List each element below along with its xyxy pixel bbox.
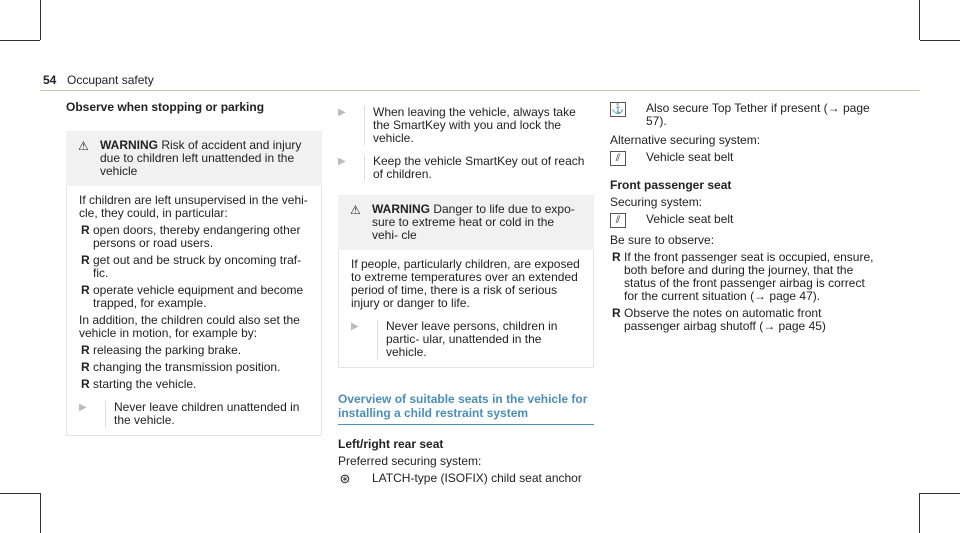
warning-body	[66, 186, 322, 436]
crop-mark	[40, 0, 41, 40]
warning-box	[66, 131, 322, 436]
warning-label: WARNING	[372, 202, 430, 216]
bullet-list	[79, 224, 309, 310]
play-arrow-icon: ▶	[338, 106, 365, 145]
bullet-R-glyph: R	[81, 283, 90, 297]
note: ▶ Never leave persons, children in partic- ular, unattended in the vehicle.	[351, 319, 558, 359]
paragraph: In addition, the children could also set the vehicle in motion, for example by:	[79, 313, 300, 340]
warning-body	[338, 250, 594, 368]
securing-item: ⫽ Vehicle seat belt	[610, 151, 878, 166]
securing-item: ⫽ Vehicle seat belt	[610, 213, 878, 228]
crop-mark	[919, 0, 920, 40]
play-arrow-icon: ▶	[79, 401, 106, 427]
paragraph: Securing system:	[610, 195, 703, 209]
list-item: R open doors, thereby endangering other persons or road users.	[81, 223, 301, 250]
paragraph: Be sure to observe:	[610, 233, 715, 247]
play-arrow-icon: ▶	[338, 155, 365, 181]
top-tether-icon: ⚓	[611, 104, 625, 115]
list-item: R changing the transmission position.	[81, 360, 281, 374]
section-heading: Overview of suitable seats in the vehicle for installing a child restraint system	[338, 392, 594, 425]
header-rule	[40, 90, 920, 91]
page-title: Occupant safety	[67, 73, 154, 87]
crop-mark	[920, 493, 960, 494]
securing-item: ⚓ Also secure Top Tether if present (→ page 57).	[611, 101, 870, 128]
list-item: R releasing the parking brake.	[81, 343, 242, 357]
warning-header	[350, 203, 582, 242]
crop-mark	[40, 493, 41, 533]
section-heading: Observe when stopping or parking	[66, 100, 265, 114]
note: ▶ Keep the vehicle SmartKey out of reach of children.	[338, 154, 585, 181]
warning-label: WARNING	[100, 138, 158, 152]
column-1	[66, 100, 322, 436]
list-item: R get out and be struck by oncoming traf- fic.	[81, 253, 302, 280]
list-item: R If the front passenger seat is occupied, ensure, both before and during the journey, that the status of the front passenger airbag is correct for the current situation (→ page 47).	[612, 250, 874, 303]
list-item: R operate vehicle equipment and become trapped, for example.	[81, 283, 304, 310]
bullet-list	[610, 251, 878, 333]
crop-mark	[0, 40, 40, 41]
seat-belt-icon: ⫽	[610, 151, 626, 166]
warning-box	[338, 195, 594, 368]
play-arrow-icon: ▶	[351, 320, 378, 359]
crop-mark	[919, 493, 920, 533]
subheading: Front passenger seat	[610, 178, 732, 192]
subheading: Left/right rear seat	[338, 437, 444, 451]
bullet-R-glyph: R	[81, 223, 90, 237]
paragraph: Preferred securing system:	[338, 454, 482, 468]
page-number: 54	[43, 73, 57, 87]
paragraph: If children are left unsupervised in the vehi- cle, they could, in particular:	[79, 193, 308, 220]
crop-mark	[920, 40, 960, 41]
bullet-R-glyph: R	[81, 377, 90, 391]
bullet-R-glyph: R	[612, 306, 621, 320]
column-2	[338, 100, 594, 491]
note: ▶ When leaving the vehicle, always take the SmartKey with you and lock the vehicle.	[338, 105, 576, 145]
warning-triangle-icon: ⚠	[78, 139, 89, 153]
column-3	[610, 100, 878, 337]
bullet-R-glyph: R	[81, 360, 90, 374]
list-item: R Observe the notes on automatic front passenger airbag shutoff (→ page 45)	[612, 306, 826, 333]
bullet-R-glyph: R	[81, 253, 90, 267]
warning-title: Danger to life due to expo- sure to extreme heat or cold in the vehi- cle	[372, 202, 575, 242]
note: ▶ Never leave children unattended in the vehicle.	[79, 400, 300, 427]
warning-header	[78, 139, 310, 178]
bullet-R-glyph: R	[81, 343, 90, 357]
paragraph: If people, particularly children, are exposed to extreme temperatures over an extended period of time, there is a risk of serious injury or danger to life.	[351, 257, 580, 310]
securing-item: ⊛ LATCH-type (ISOFIX) child seat anchor	[339, 471, 582, 486]
crop-mark	[0, 493, 40, 494]
bullet-R-glyph: R	[612, 250, 621, 264]
paragraph: Alternative securing system:	[610, 133, 761, 147]
isofix-anchor-icon: ⊛	[339, 471, 351, 486]
warning-title: Risk of accident and injury due to children left unattended in the vehicle	[100, 138, 302, 178]
list-item: R starting the vehicle.	[81, 377, 197, 391]
warning-triangle-icon: ⚠	[350, 203, 361, 217]
seat-belt-icon: ⫽	[610, 213, 626, 228]
bullet-list	[79, 344, 309, 391]
